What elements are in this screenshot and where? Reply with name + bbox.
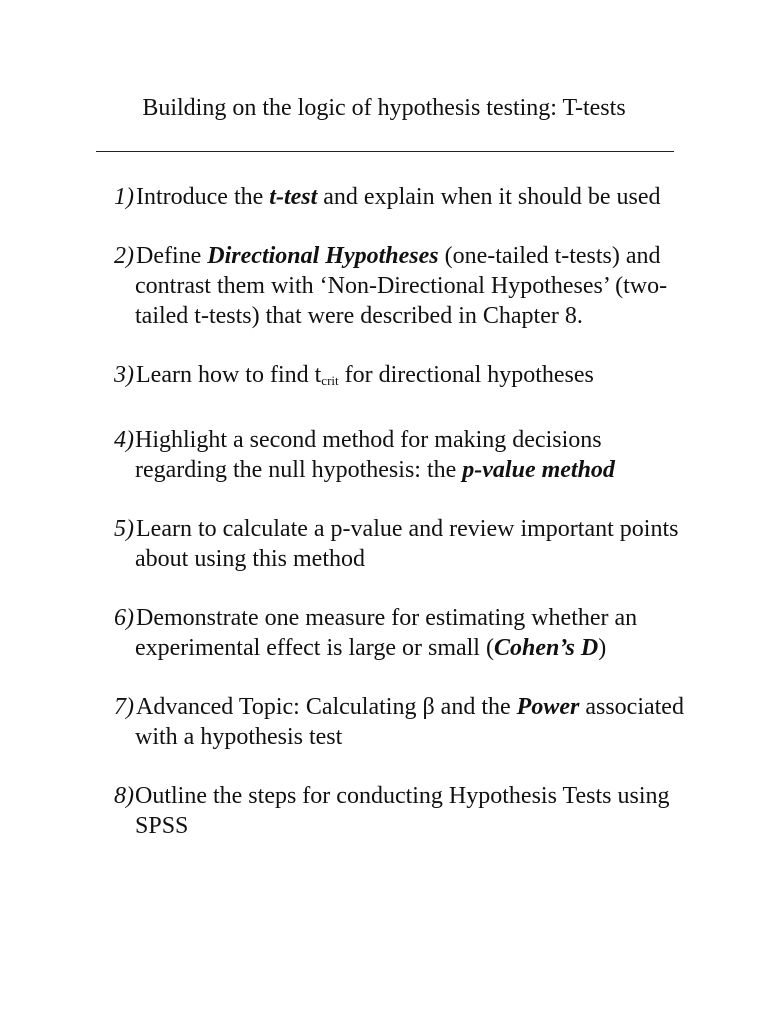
objective-text-after: ) [598,635,607,661]
objective-item [114,360,684,396]
objective-number: 4) [114,427,134,453]
objective-number: 7) [114,694,134,720]
objective-text-after: (one-tailed t-tests) and contrast them with ‘Non-Directional Hypotheses’ (two-tailed t-tests) that were described in Chapter 8. [135,243,668,329]
objective-item [114,182,684,212]
objective-text-before: Highlight a second method for making decisions regarding the null hypothesis: the [135,427,602,483]
objective-item [114,603,684,663]
title-divider [96,151,674,152]
objectives-list [114,182,684,870]
objective-item [114,241,684,331]
objective-text-before: Learn how to find t [136,362,322,388]
objective-text [114,243,667,329]
objective-number: 3) [114,362,134,388]
objective-text-before: Learn to calculate a p-value and review important points about using this method [135,516,679,572]
objective-emphasis: Directional Hypotheses [207,243,439,269]
objective-text [114,516,678,572]
objective-text [114,605,637,661]
objective-emphasis: Cohen’s D [493,635,599,661]
objective-number: 6) [114,605,134,631]
objective-text [114,362,594,388]
objective-text-after: and explain when it should be used [323,184,661,210]
objective-emphasis: t-test [269,184,318,210]
objective-item [114,692,684,752]
objective-number: 8) [114,783,134,809]
objective-text-before: Advanced Topic: Calculating β and the [136,694,511,720]
objective-item [114,425,684,485]
objective-text-before: Define [136,243,202,269]
objective-text [114,427,615,483]
objective-text-before: Outline the steps for conducting Hypothesis Tests using SPSS [135,783,670,839]
objective-text-after: associated with a hypothesis test [135,694,684,750]
objective-number: 2) [114,243,134,269]
objective-text-after: for directional hypotheses [344,362,594,388]
objective-item [114,514,684,574]
objective-text-before: Demonstrate one measure for estimating whether an experimental effect is large or small ( [135,605,638,661]
page-title: Building on the logic of hypothesis testing: T-tests [142,95,626,121]
objective-number: 5) [114,516,134,542]
objective-item [114,781,684,841]
objective-text [114,783,670,839]
objective-text [114,694,684,750]
objective-number: 1) [114,184,134,210]
objective-text [114,184,661,210]
objective-subscript: crit [321,373,339,388]
objective-text-before: Introduce the [136,184,264,210]
objective-emphasis: p-value method [462,457,615,483]
objective-emphasis: Power [516,694,580,720]
